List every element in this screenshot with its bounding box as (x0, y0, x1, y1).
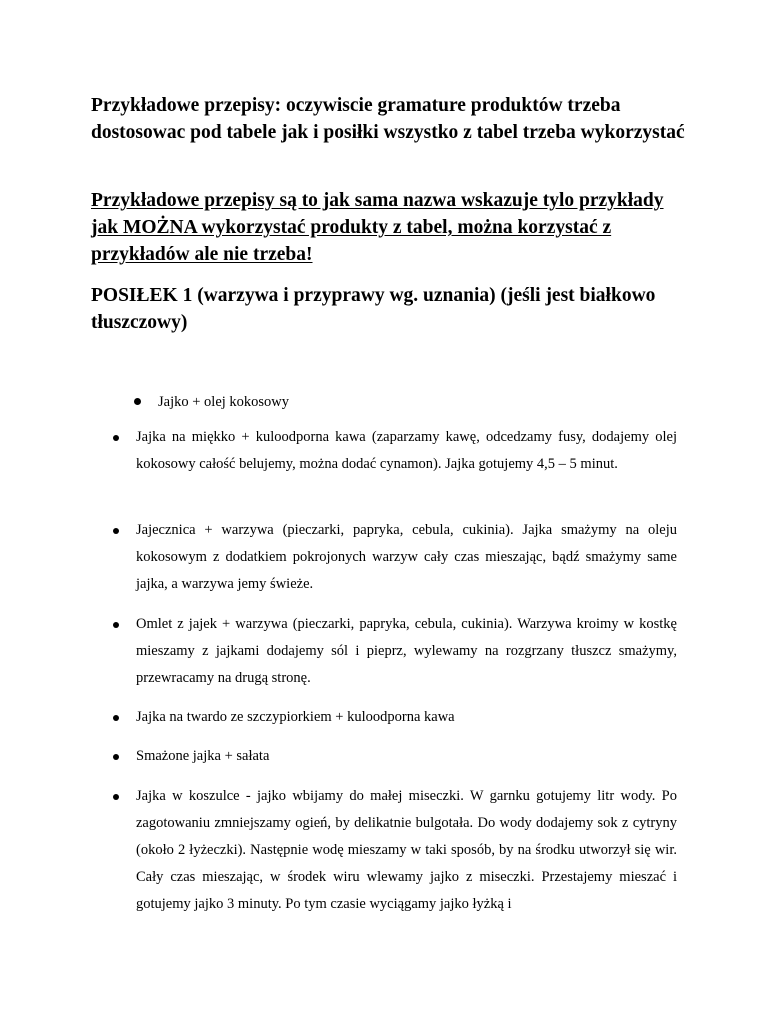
bullet-icon (113, 715, 119, 721)
list-item-text: Jajecznica + warzywa (pieczarki, papryka, cebula, cukinia). Jajka smażymy na oleju kokosowym z dodatkiem pokrojonych warzyw cały czas mieszając, bądź smażymy same jajka, a warzywa jemy świeże. (136, 522, 677, 592)
list-item-text: Smażone jajka + sałata (136, 748, 270, 764)
list-item-text: Jajka w koszulce - jajko wbijamy do małej miseczki. W garnku gotujemy litr wody. Po zagotowaniu zmniejszamy ogień, by delikatnie bulgotała. Do wody dodajemy sok z cytryny (około 2 łyżeczki). Następnie wodę mieszamy w taki sposób, by na środku utworzył się wir. Cały czas mieszając, w środek wiru wlewamy jajko z miseczki. Przestajemy mieszać i gotujemy jajko 3 minuty. Po tym czasie wyciągamy jajko łyżką i (136, 788, 677, 912)
meal-1-heading: POSIŁEK 1 (warzywa i przyprawy wg. uznania) (jeśli jest białkowo tłuszczowy) (91, 285, 656, 333)
bullet-icon (113, 528, 119, 534)
bullet-icon (134, 398, 141, 405)
list-item-text: Jajka na twardo ze szczypiorkiem + kuloodporna kawa (136, 709, 455, 725)
bullet-icon (113, 754, 119, 760)
list-item-text: Omlet z jajek + warzywa (pieczarki, papryka, cebula, cukinia). Warzywa kroimy w kostkę mieszamy z jajkami dodajemy sól i pieprz, wylewamy na rozgrzany tłuszcz smażymy, przewracamy na drugą stronę. (136, 616, 677, 686)
bullet-icon (113, 435, 119, 441)
list-item-text: Jajko + olej kokosowy (158, 394, 290, 410)
bullet-icon (113, 622, 119, 628)
recipes-intro-heading: Przykładowe przepisy: oczywiscie gramature produktów trzeba dostosowac pod tabele jak i posiłki wszystko z tabel trzeba wykorzystać (91, 95, 685, 143)
recipes-note-heading: Przykładowe przepisy są to jak sama nazwa wskazuje tylo przykłady jak MOŻNA wykorzystać produkty z tabel, można korzystać z przykładów ale nie trzeba! (91, 190, 664, 265)
bullet-icon (113, 794, 119, 800)
list-item-text: Jajka na miękko + kuloodporna kawa (zaparzamy kawę, odcedzamy fusy, dodajemy olej kokosowy całość belujemy, można dodać cynamon). Jajka gotujemy 4,5 – 5 minut. (136, 429, 677, 472)
